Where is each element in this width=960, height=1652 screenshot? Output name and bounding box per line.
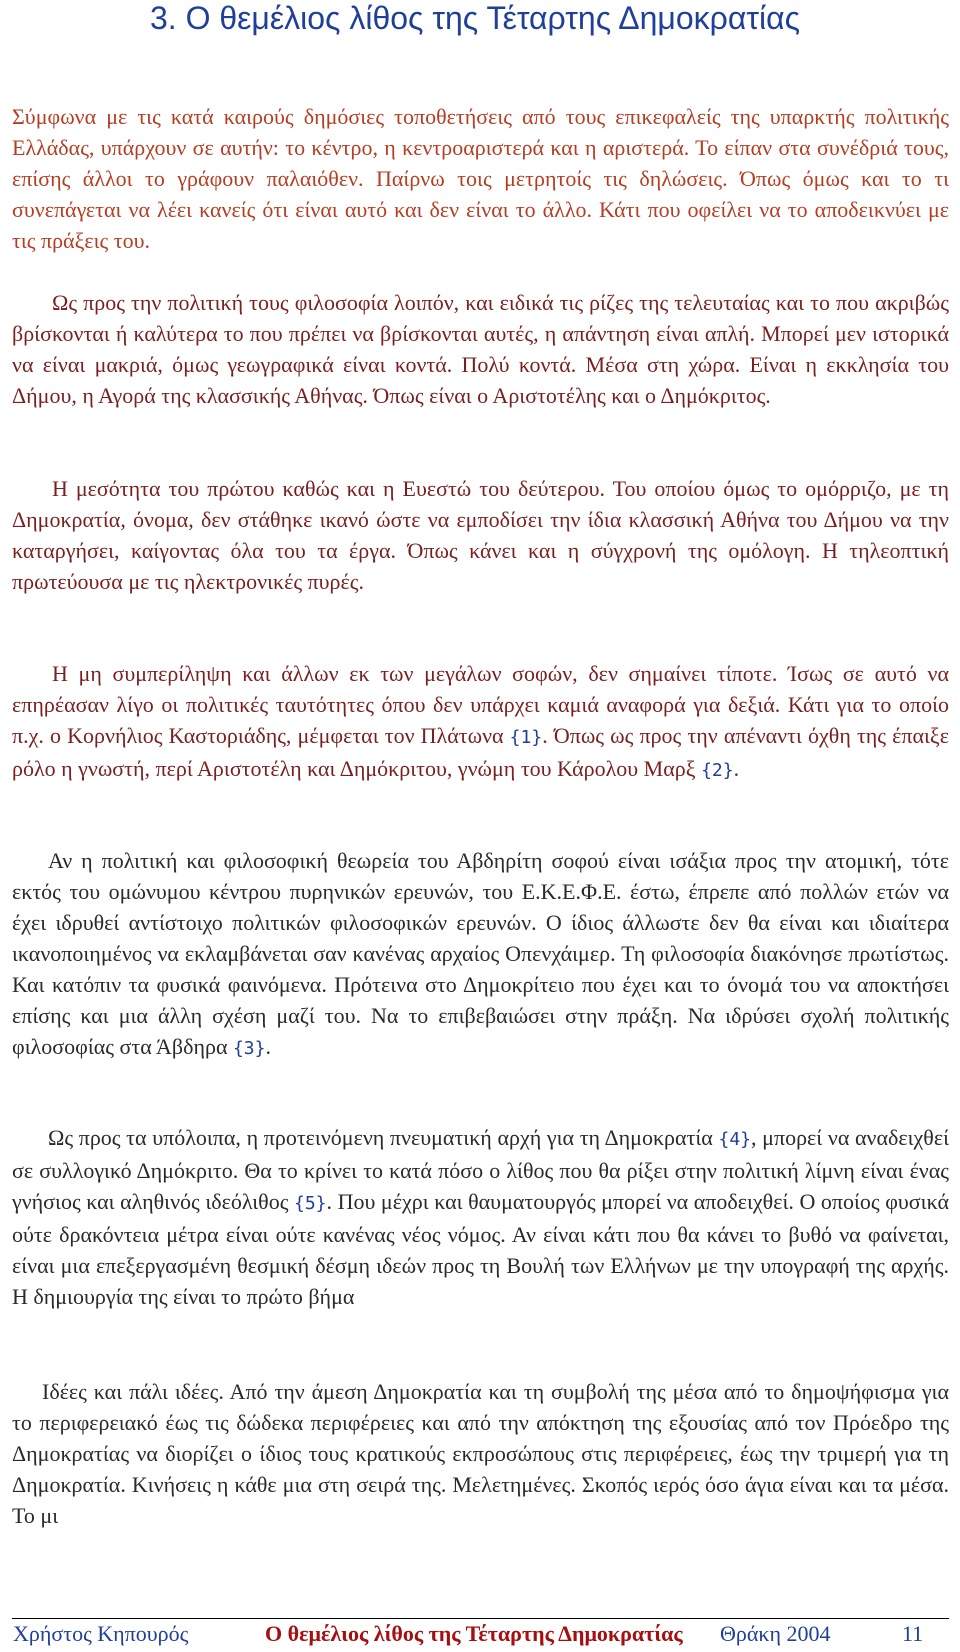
footer-page-number: 11 [902,1621,924,1646]
paragraph-5 [12,845,949,1064]
paragraph-7: Ιδέες και πάλι ιδέες. Από την άμεση Δημοκρατία και τη συμβολή της μέσα από το δημοψήφισμα για το περιφερειακό έως τις δώδεκα περιφέρειες και από την απόκτηση της εξουσίας από τον Πρόεδρο της Δημοκρατίας να διορίζει ο ίδιος τους κρατικούς εκπροσώπους στις περιφέρειες, έως την τριμερή για τη Δημοκρατία. Κινήσεις η κάθε μια στη σειρά της. Μελετημένες. Σκοπός ιερός όσο άγια είναι και τα μέσα. Το μι [12,1379,949,1528]
paragraph-5-text-a: Αν η πολιτική και φιλοσοφική θεωρεία του Αβδηρίτη σοφού είναι ισάξια προς την ατομική, τότε εκτός του ομώνυμου κέντρου πυρηνικών ερευνών, του Ε.Κ.Ε.Φ.Ε. έστω, έπρεπε από πολλών ετών να έχει ιδρυθεί αντίστοιχο πολιτικών φιλοσοφικών ερευνών. Ο ίδιος άλλωστε δεν θα είναι και ιδιαίτερα ικανοποιημένος να εκλαμβάνεται σαν κανένας αρχαίος Οπενχάιμερ. Τη φιλοσοφία διακόνησε πρωτίστως. Και κατόπιν τα φυσικά φαινόμενα. Πρότεινα στο Δημοκρίτειο που έχει και το όνομά του να αποκτήσει επίσης και μια άλλη σχέση μαζί του. Να το επιβεβαιώσει στην πράξη. Να ιδρύσει σχολή πολιτικής φιλοσοφίας στα Άβδηρα [12,848,949,1059]
footnote-ref-4[interactable]: {4} [718,1129,752,1150]
paragraph-6 [12,1122,949,1312]
footer-title: Ο θεμέλιος λίθος της Τέταρτης Δημοκρατίας [265,1621,683,1646]
paragraph-5-text-b: . [265,1034,271,1059]
footer-divider [12,1618,949,1619]
footnote-ref-2[interactable]: {2} [701,760,734,781]
paragraph-1: Σύμφωνα με τις κατά καιρούς δημόσιες τοποθετήσεις από τους επικεφαλείς της υπαρκτής πολιτικής Ελλάδας, υπάρχουν σε αυτήν: το κέντρο, η κεντροαριστερά και η αριστερά. Το είπαν στα συνέδριά τους, επίσης άλλοι το γράφουν παλαιόθεν. Παίρνω τοις μετρητοίς τις δηλώσεις. Όπως όμως και το τι συνεπάγεται να λέει κανείς ότι είναι αυτό και δεν είναι το άλλο. Κάτι που οφείλει να το αποδεικνύει με τις πράξεις του. [12,104,949,253]
footnote-ref-3[interactable]: {3} [232,1038,266,1059]
paragraph-4-text-a: Η μη συμπερίληψη και άλλων εκ των μεγάλων σοφών, δεν σημαίνει τίποτε. Ίσως σε αυτό να επηρέασαν λίγο οι πολιτικές ταυτότητες όπου δεν υπάρχει καμιά αναφορά για δεξιά. Κάτι για το οποίο π.χ. ο Κορνήλιος Καστοριάδης, μέμφεται τον Πλάτωνα [12,661,949,748]
footnote-ref-5[interactable]: {5} [294,1193,327,1214]
page-footer [0,1620,960,1652]
paragraph-4 [12,658,949,786]
paragraph-6-text-b: , μπορεί να αναδειχθεί σε συλλογικό Δημόκριτο. Θα το κρίνει το κατά πόσο ο λίθος που θα ρίξει στην πολιτική λίμνη είναι ένας γνήσιος και αληθινός ιδεόλιθος [12,1125,949,1214]
paragraph-6-text-a: Ως προς τα υπόλοιπα, η προτεινόμενη πνευματική αρχή για τη Δημοκρατία [48,1125,719,1150]
paragraph-2: Ως προς την πολιτική τους φιλοσοφία λοιπόν, και ειδικά τις ρίζες της τελευταίας και το που ακριβώς βρίσκονται ή καλύτερα το που πρέπει να βρίσκονται αυτές, η απάντηση είναι απλή. Μπορεί μεν ιστορικά να είναι μακριά, όμως γεωγραφικά είναι κοντά. Πολύ κοντά. Μέσα στη χώρα. Είναι η εκκλησία του Δήμου, η Αγορά της κλασσικής Αθήνας. Όπως είναι ο Αριστοτέλης και ο Δημόκριτος. [12,290,949,408]
footer-author: Χρήστος Κηπουρός [13,1621,189,1646]
footnote-ref-1[interactable]: {1} [509,727,543,748]
section-heading: 3. Ο θεμέλιος λίθος της Τέταρτης Δημοκρατίας [150,0,801,36]
paragraph-6-text-c: . Που μέχρι και θαυματουργός μπορεί να αποδειχθεί. Ο οποίος φυσικά ούτε δρακόντεια μέτρα είναι ούτε κανένας νέος νόμος. Αν είναι κάτι που θα κάνει το βυθό να φαίνεται, είναι μια επεξεργασμένη θεσμική δέσμη ιδεών προς τη Βουλή των Ελλήνων με την υπογραφή της αρχής. Η δημιουργία της είναι το πρώτο βήμα [12,1189,949,1309]
paragraph-4-text-c: . [733,756,740,781]
footer-place-year: Θράκη 2004 [720,1621,831,1646]
paragraph-3: Η μεσότητα του πρώτου καθώς και η Ευεστώ του δεύτερου. Του οποίου όμως το ομόρριζο, με τη Δημοκρατία, όνομα, δεν στάθηκε ικανό ώστε να εμποδίσει την ίδια κλασσική Αθήνα του Δήμου να την καταργήσει, καίγοντας όλα του τα έργα. Όπως κάνει και η σύγχρονή της ομόλογη. Η τηλεοπτική πρωτεύουσα με τις ηλεκτρονικές πυρές. [12,476,949,594]
paragraph-4-text-b: . Όπως ως προς την απέναντι όχθη της έπαιξε ρόλο η γνωστή, περί Αριστοτέλη και Δημόκριτου, γνώμη του Κάρολου Μαρξ [12,723,949,781]
